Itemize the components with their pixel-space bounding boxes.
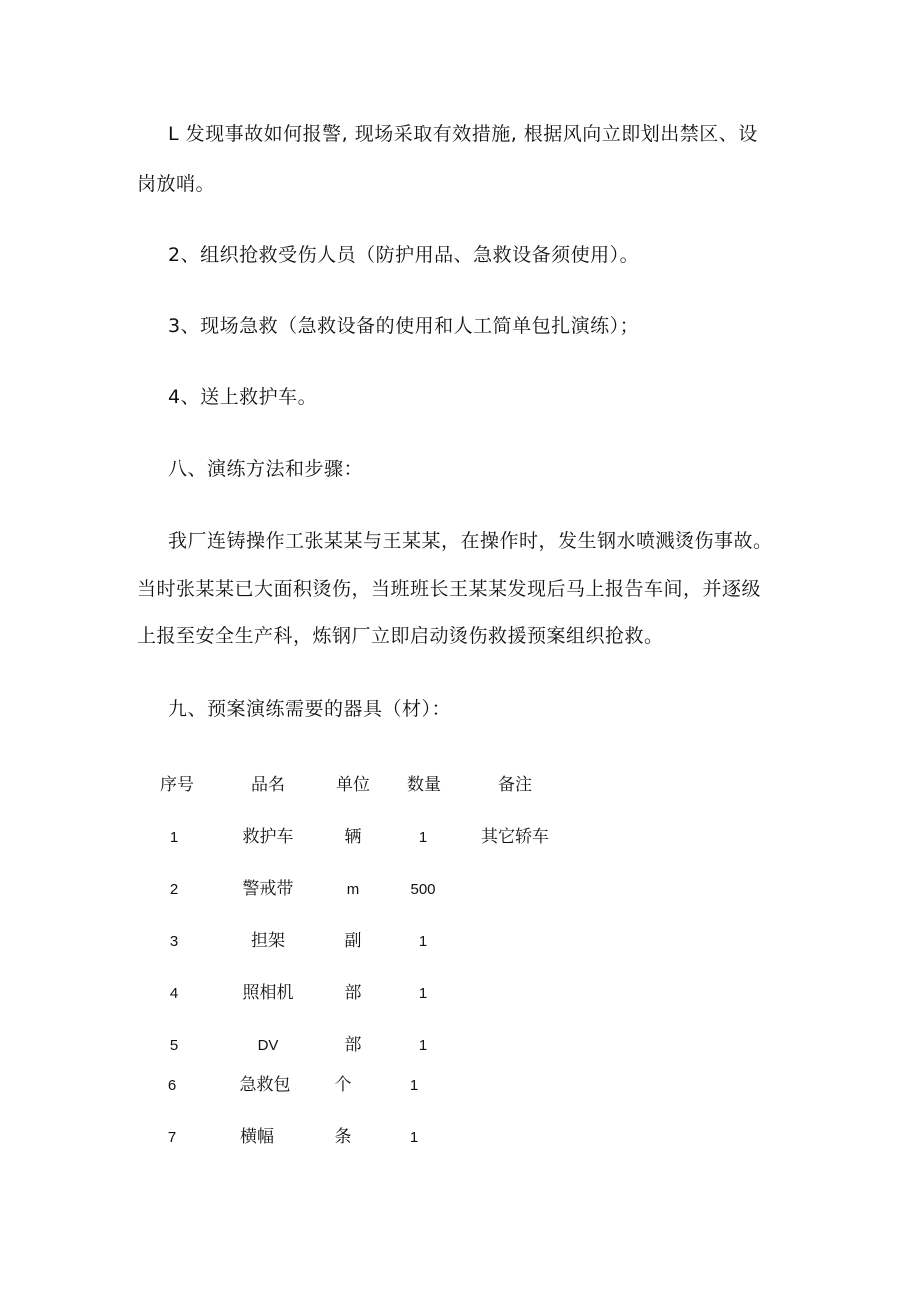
row-item-name: 急救包 bbox=[239, 1075, 291, 1095]
section-heading-9: 九、预案演练需要的器具（材）： bbox=[168, 698, 452, 720]
header-remarks: 备注 bbox=[498, 775, 532, 795]
row-quantity: 1 bbox=[409, 1077, 419, 1094]
row-unit: 个 bbox=[334, 1075, 352, 1095]
paragraph-5-line-3: 上报至安全生产科，炼钢厂立即启动烫伤救援预案组织抢救。 bbox=[137, 625, 664, 647]
row-index: 6 bbox=[167, 1077, 177, 1094]
header-quantity: 数量 bbox=[407, 775, 441, 795]
row-remarks: 其它轿车 bbox=[481, 827, 549, 847]
paragraph-4: 4、送上救护车。 bbox=[168, 386, 318, 408]
row-quantity: 1 bbox=[418, 829, 428, 846]
row-index: 5 bbox=[169, 1037, 179, 1054]
row-item-name: 担架 bbox=[251, 931, 285, 951]
paragraph-5-line-2: 当时张某某已大面积烫伤，当班班长王某某发现后马上报告车间，并逐级 bbox=[137, 578, 762, 600]
row-quantity: 1 bbox=[418, 933, 428, 950]
paragraph-3: 3、现场急救（急救设备的使用和人工简单包扎演练）； bbox=[168, 315, 640, 337]
row-index: 2 bbox=[169, 881, 179, 898]
row-unit: m bbox=[346, 881, 360, 898]
row-unit: 部 bbox=[344, 983, 362, 1003]
row-index: 1 bbox=[169, 829, 179, 846]
row-unit: 条 bbox=[334, 1127, 352, 1147]
paragraph-5-line-1: 我厂连铸操作工张某某与王某某，在操作时，发生钢水喷溅烫伤事故。 bbox=[168, 530, 773, 552]
row-item-name: 警戒带 bbox=[242, 879, 294, 899]
row-item-name: 横幅 bbox=[240, 1127, 274, 1147]
row-item-name: 救护车 bbox=[242, 827, 294, 847]
paragraph-1-line-1: L 发现事故如何报警, 现场采取有效措施, 根据风向立即划出禁区、设 bbox=[168, 123, 758, 145]
row-unit: 辆 bbox=[344, 827, 362, 847]
header-index: 序号 bbox=[160, 775, 194, 795]
section-heading-8: 八、演练方法和步骤： bbox=[168, 458, 364, 480]
paragraph-2: 2、组织抢救受伤人员（防护用品、急救设备须使用）。 bbox=[168, 244, 640, 266]
row-quantity: 1 bbox=[418, 985, 428, 1002]
header-unit: 单位 bbox=[336, 775, 370, 795]
row-item-name: DV bbox=[257, 1037, 279, 1054]
row-index: 7 bbox=[167, 1129, 177, 1146]
row-quantity: 1 bbox=[418, 1037, 428, 1054]
row-quantity: 500 bbox=[410, 881, 436, 898]
row-quantity: 1 bbox=[409, 1129, 419, 1146]
paragraph-1-line-2: 岗放哨。 bbox=[137, 173, 216, 195]
row-item-name: 照相机 bbox=[242, 983, 294, 1003]
row-index: 4 bbox=[169, 985, 179, 1002]
header-name: 品名 bbox=[251, 775, 285, 795]
row-unit: 部 bbox=[344, 1035, 362, 1055]
row-index: 3 bbox=[169, 933, 179, 950]
row-unit: 副 bbox=[344, 931, 362, 951]
